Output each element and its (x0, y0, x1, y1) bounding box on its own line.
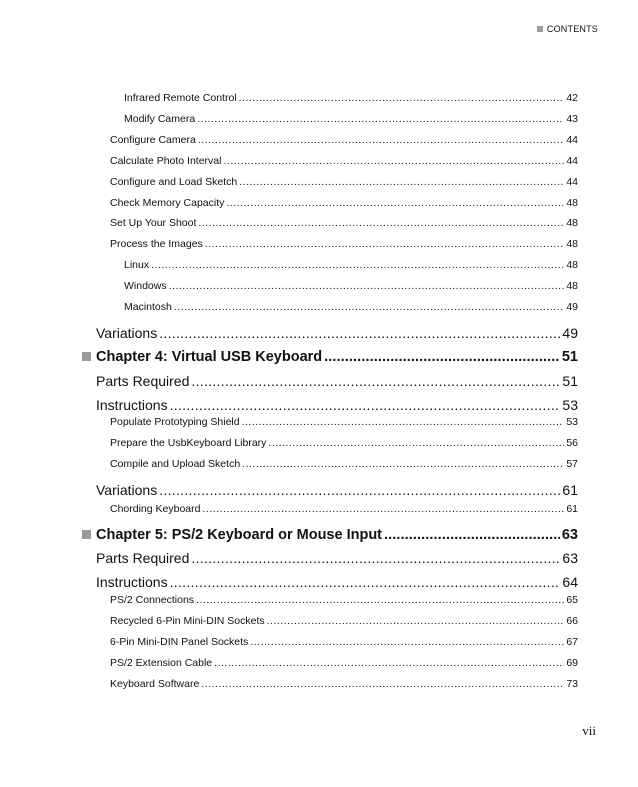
toc-dot-leader (174, 301, 564, 313)
toc-dot-leader (239, 176, 564, 188)
toc-dot-leader (268, 437, 564, 449)
toc-dot-leader (214, 657, 564, 669)
toc-entry[interactable] (96, 482, 578, 498)
toc-entry-page: 51 (562, 373, 578, 389)
toc-entry[interactable] (110, 678, 578, 690)
header-square-icon (537, 26, 543, 32)
toc-entry-title: Check Memory Capacity (110, 197, 225, 209)
toc-entry-title: Configure Camera (110, 134, 196, 146)
toc-entry-title: Parts Required (96, 550, 190, 566)
toc-entry-title: Calculate Photo Interval (110, 155, 222, 167)
toc-entry-page: 53 (562, 397, 578, 413)
toc-entry-title: 6-Pin Mini-DIN Panel Sockets (110, 636, 249, 648)
toc-entry-title: Instructions (96, 397, 168, 413)
toc-entry-page: 63 (562, 550, 578, 566)
toc-entry-page: 51 (561, 349, 578, 365)
toc-entry-page: 49 (566, 301, 578, 313)
toc-entry-page: 73 (566, 678, 578, 690)
toc-entry-page: 61 (566, 503, 578, 515)
toc-dot-leader (239, 92, 565, 104)
toc-dot-leader (159, 482, 560, 498)
toc-dot-leader (198, 217, 564, 229)
toc-dot-leader (205, 238, 565, 250)
toc-chapter-entry[interactable] (96, 349, 578, 365)
toc-entry-page: 53 (566, 416, 578, 428)
toc-entry[interactable] (110, 416, 578, 428)
toc-entry-title: Chapter 4: Virtual USB Keyboard (96, 349, 323, 365)
toc-entry-page: 67 (566, 636, 578, 648)
toc-entry[interactable] (110, 437, 578, 449)
toc-entry-page: 49 (562, 325, 578, 341)
toc-entry[interactable] (124, 113, 578, 125)
chapter-bullet-square-icon (82, 530, 91, 539)
page-number: vii (582, 723, 596, 738)
toc-entry-title: Process the Images (110, 238, 203, 250)
toc-entry-page: 44 (566, 134, 578, 146)
toc-chapter-entry[interactable] (96, 527, 578, 543)
toc-entry-page: 48 (566, 238, 578, 250)
toc-entry-page: 48 (566, 280, 578, 292)
toc-dot-leader (202, 503, 564, 515)
toc-dot-leader (159, 325, 560, 341)
toc-entry[interactable] (110, 217, 578, 229)
toc-dot-leader (242, 416, 565, 428)
toc-entry[interactable] (110, 176, 578, 188)
toc-entry-page: 44 (566, 176, 578, 188)
toc-entry[interactable] (110, 503, 578, 515)
toc-entry-page: 61 (562, 482, 578, 498)
toc-entry-page: 42 (566, 92, 578, 104)
toc-entry-title: Keyboard Software (110, 678, 200, 690)
toc-dot-leader (191, 550, 560, 566)
toc-dot-leader (267, 615, 565, 627)
toc-entry[interactable] (110, 134, 578, 146)
toc-entry-page: 48 (566, 197, 578, 209)
toc-entry[interactable] (124, 92, 578, 104)
toc-entry-title: Infrared Remote Control (124, 92, 237, 104)
toc-dot-leader (223, 155, 564, 167)
toc-dot-leader (384, 527, 560, 543)
toc-entry[interactable] (110, 458, 578, 470)
toc-entry-title: Chording Keyboard (110, 503, 201, 515)
toc-dot-leader (151, 259, 564, 271)
chapter-bullet-square-icon (82, 352, 91, 361)
toc-dot-leader (170, 397, 561, 413)
toc-entry-title: PS/2 Connections (110, 594, 195, 606)
toc-entry-title: Parts Required (96, 373, 190, 389)
toc-entry-page: 48 (566, 217, 578, 229)
toc-entry-title: Set Up Your Shoot (110, 217, 197, 229)
toc-entry[interactable] (124, 259, 578, 271)
toc-entry-page: 44 (566, 155, 578, 167)
toc-entry-page: 63 (561, 527, 578, 543)
toc-entry-page: 57 (566, 458, 578, 470)
toc-entry[interactable] (96, 325, 578, 341)
running-header (537, 24, 598, 34)
toc-entry[interactable] (96, 574, 578, 590)
toc-entry[interactable] (110, 155, 578, 167)
toc-entry-page: 43 (566, 113, 578, 125)
toc-entry-page: 65 (566, 594, 578, 606)
toc-entry[interactable] (96, 397, 578, 413)
toc-entry-title: Macintosh (124, 301, 172, 313)
toc-entry-title: Recycled 6-Pin Mini-DIN Sockets (110, 615, 265, 627)
toc-entry-page: 56 (566, 437, 578, 449)
toc-entry[interactable] (96, 550, 578, 566)
toc-entry-page: 48 (566, 259, 578, 271)
toc-entry-page: 69 (566, 657, 578, 669)
toc-entry[interactable] (124, 301, 578, 313)
toc-dot-leader (242, 458, 564, 470)
toc-dot-leader (169, 280, 565, 292)
toc-entry-page: 64 (562, 574, 578, 590)
toc-entry-title: Configure and Load Sketch (110, 176, 238, 188)
toc-entry-title: Windows (124, 280, 167, 292)
toc-entry-page: 66 (566, 615, 578, 627)
toc-dot-leader (324, 349, 560, 365)
toc-entry-title: Variations (96, 325, 158, 341)
toc-entry[interactable] (110, 238, 578, 250)
toc-dot-leader (250, 636, 564, 648)
toc-entry-title: Variations (96, 482, 158, 498)
toc-entry[interactable] (110, 594, 578, 606)
toc-entry-title: Linux (124, 259, 150, 271)
toc-dot-leader (226, 197, 564, 209)
toc-entry-title: Compile and Upload Sketch (110, 458, 241, 470)
toc-dot-leader (170, 574, 561, 590)
toc-dot-leader (201, 678, 564, 690)
toc-entry-title: PS/2 Extension Cable (110, 657, 213, 669)
toc-entry[interactable] (110, 657, 578, 669)
toc-entry[interactable] (124, 280, 578, 292)
toc-entry-title: Modify Camera (124, 113, 196, 125)
toc-entry[interactable] (110, 636, 578, 648)
toc-entry[interactable] (110, 615, 578, 627)
toc-entry-title: Populate Prototyping Shield (110, 416, 240, 428)
toc-dot-leader (191, 373, 560, 389)
toc-entry[interactable] (96, 373, 578, 389)
toc-entry-title: Chapter 5: PS/2 Keyboard or Mouse Input (96, 527, 383, 543)
toc-entry-title: Instructions (96, 574, 168, 590)
toc-entry-title: Prepare the UsbKeyboard Library (110, 437, 267, 449)
header-label: CONTENTS (546, 24, 598, 34)
toc-entry[interactable] (110, 197, 578, 209)
toc-dot-leader (197, 113, 564, 125)
toc-dot-leader (198, 134, 565, 146)
toc-dot-leader (196, 594, 564, 606)
